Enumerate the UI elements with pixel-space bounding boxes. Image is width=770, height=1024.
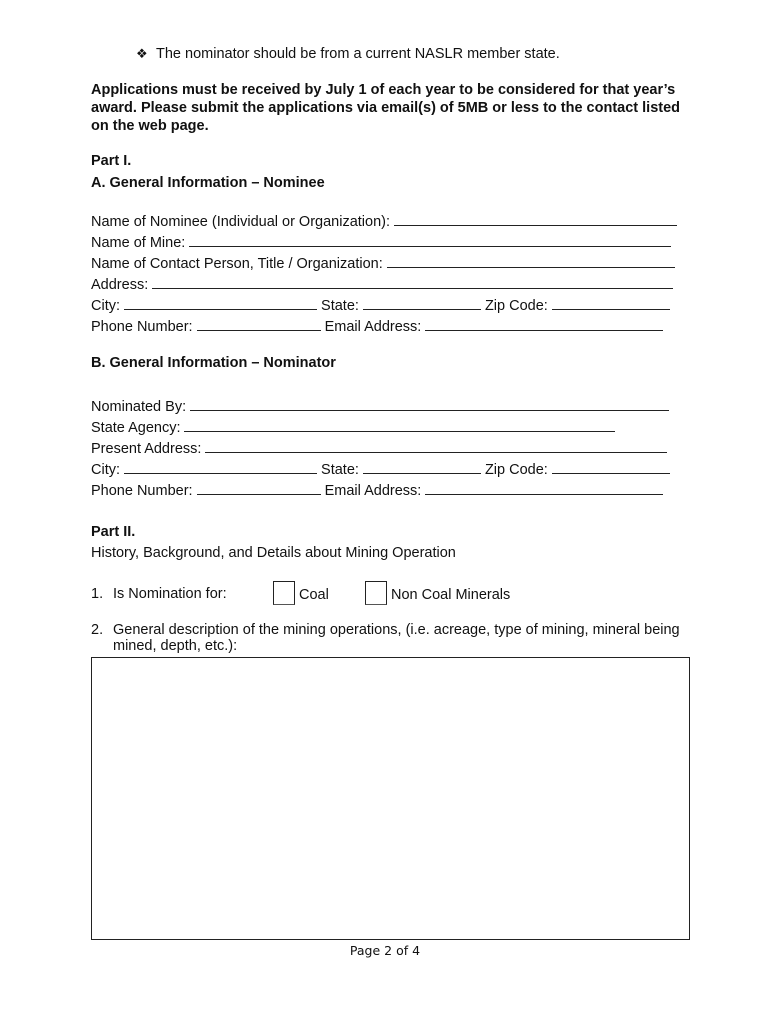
coal-option[interactable] bbox=[273, 581, 329, 605]
coal-checkbox[interactable] bbox=[273, 581, 295, 605]
non-coal-label: Non Coal Minerals bbox=[391, 587, 511, 603]
section-a-heading: A. General Information – Nominee bbox=[91, 175, 325, 191]
nominator-phone-label: Phone Number: bbox=[91, 483, 193, 499]
state-agency-label: State Agency: bbox=[91, 420, 181, 436]
contact-person-label: Name of Contact Person, Title / Organization: bbox=[91, 256, 383, 272]
nominator-city-blank[interactable] bbox=[124, 460, 317, 474]
diamond-bullet-icon: ❖ bbox=[136, 46, 148, 61]
question-2-line2: mined, depth, etc.): bbox=[113, 638, 238, 654]
address-field[interactable] bbox=[91, 275, 673, 294]
mine-name-blank[interactable] bbox=[189, 233, 671, 247]
page-number: Page 2 of 4 bbox=[349, 943, 421, 958]
present-address-field[interactable] bbox=[91, 439, 667, 458]
non-coal-checkbox[interactable] bbox=[365, 581, 387, 605]
submission-notice: Applications must be received by July 1 of each year to be considered for that year’s award. Please submit the applications via email(s) of 5MB or less to the contact listed on the web page. bbox=[91, 82, 681, 134]
part2-title: Part II. bbox=[91, 524, 136, 540]
nominator-phone-blank[interactable] bbox=[197, 481, 321, 495]
present-address-blank[interactable] bbox=[205, 439, 667, 453]
nominator-email-label: Email Address: bbox=[324, 483, 422, 499]
question-1-label: Is Nomination for: bbox=[113, 586, 227, 602]
city-label: City: bbox=[91, 298, 120, 314]
phone-label: Phone Number: bbox=[91, 319, 193, 335]
nominee-name-field[interactable] bbox=[91, 212, 677, 231]
nominator-state-label: State: bbox=[321, 462, 359, 478]
zip-label: Zip Code: bbox=[484, 298, 548, 314]
question-2 bbox=[91, 622, 680, 639]
non-coal-option[interactable] bbox=[365, 581, 510, 605]
address-label: Address: bbox=[91, 277, 149, 293]
present-address-label: Present Address: bbox=[91, 441, 202, 457]
nominator-zip-label: Zip Code: bbox=[484, 462, 548, 478]
nominator-city-label: City: bbox=[91, 462, 120, 478]
bullet-note bbox=[136, 45, 560, 63]
part2-subtitle: History, Background, and Details about Mining Operation bbox=[91, 545, 456, 561]
city-blank[interactable] bbox=[124, 296, 317, 310]
nominator-state-blank[interactable] bbox=[363, 460, 481, 474]
question-2-line1: General description of the mining operations, (i.e. acreage, type of mining, mineral being bbox=[113, 622, 680, 638]
phone-email-row bbox=[91, 317, 663, 336]
state-agency-blank[interactable] bbox=[184, 418, 615, 432]
question-2-number: 2. bbox=[91, 622, 104, 638]
part1-title: Part I. bbox=[91, 153, 132, 169]
nominee-name-label: Name of Nominee (Individual or Organization): bbox=[91, 214, 390, 230]
mine-name-label: Name of Mine: bbox=[91, 235, 186, 251]
nominator-zip-blank[interactable] bbox=[552, 460, 670, 474]
nominated-by-field[interactable] bbox=[91, 397, 669, 416]
nominee-name-blank[interactable] bbox=[394, 212, 677, 226]
nominated-by-blank[interactable] bbox=[190, 397, 669, 411]
nominator-email-blank[interactable] bbox=[425, 481, 663, 495]
email-label: Email Address: bbox=[324, 319, 422, 335]
nominated-by-label: Nominated By: bbox=[91, 399, 187, 415]
state-blank[interactable] bbox=[363, 296, 481, 310]
contact-person-field[interactable] bbox=[91, 254, 675, 273]
phone-blank[interactable] bbox=[197, 317, 321, 331]
coal-label: Coal bbox=[299, 587, 329, 603]
address-blank[interactable] bbox=[152, 275, 673, 289]
contact-person-blank[interactable] bbox=[387, 254, 675, 268]
nominator-phone-email-row bbox=[91, 481, 663, 500]
question-1 bbox=[91, 586, 227, 603]
question-1-number: 1. bbox=[91, 586, 104, 602]
zip-blank[interactable] bbox=[552, 296, 670, 310]
email-blank[interactable] bbox=[425, 317, 663, 331]
nominator-city-state-zip-row bbox=[91, 460, 670, 479]
section-b-heading: B. General Information – Nominator bbox=[91, 355, 336, 371]
state-agency-field[interactable] bbox=[91, 418, 615, 437]
state-label: State: bbox=[321, 298, 359, 314]
mining-description-textarea[interactable] bbox=[91, 657, 690, 940]
mine-name-field[interactable] bbox=[91, 233, 671, 252]
bullet-note-text: The nominator should be from a current NASLR member state. bbox=[156, 46, 560, 62]
city-state-zip-row bbox=[91, 296, 670, 315]
